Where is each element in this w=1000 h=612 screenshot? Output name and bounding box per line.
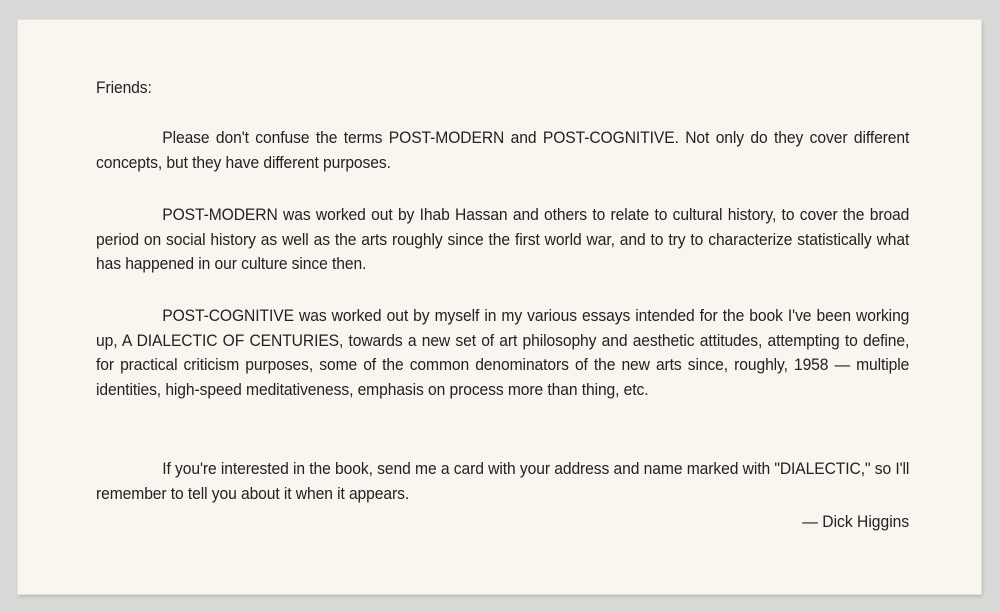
paragraph-book-request: If you're interested in the book, send me a card with your address and name marked with "DIALECTIC," so I'll remember to tell you about it when it appears. (96, 459, 910, 503)
letter-card (18, 20, 981, 594)
signature: — Dick Higgins (802, 512, 909, 531)
paragraph-post-modern: POST-MODERN was worked out by Ihab Hassan and others to relate to cultural history, to cover the broad period on social history as well as the arts roughly since the first world war, and to try to characterize statistically what has happened in our culture since then. (96, 205, 910, 273)
salutation: Friends: (96, 78, 152, 97)
paragraph-terms: Please don't confuse the terms POST-MODERN and POST-COGNITIVE. Not only do they cover different concepts, but they have different purposes. (96, 128, 910, 172)
paragraph-post-cognitive: POST-COGNITIVE was worked out by myself in my various essays intended for the book I've been working up, A DIALECTIC OF CENTURIES, towards a new set of art philosophy and aesthetic attitudes, attempting to define, for practical criticism purposes, some of the common denominators of the new arts since, roughly, 1958 — multiple identities, high-speed meditativeness, emphasis on process more than thing, etc. (96, 306, 910, 399)
